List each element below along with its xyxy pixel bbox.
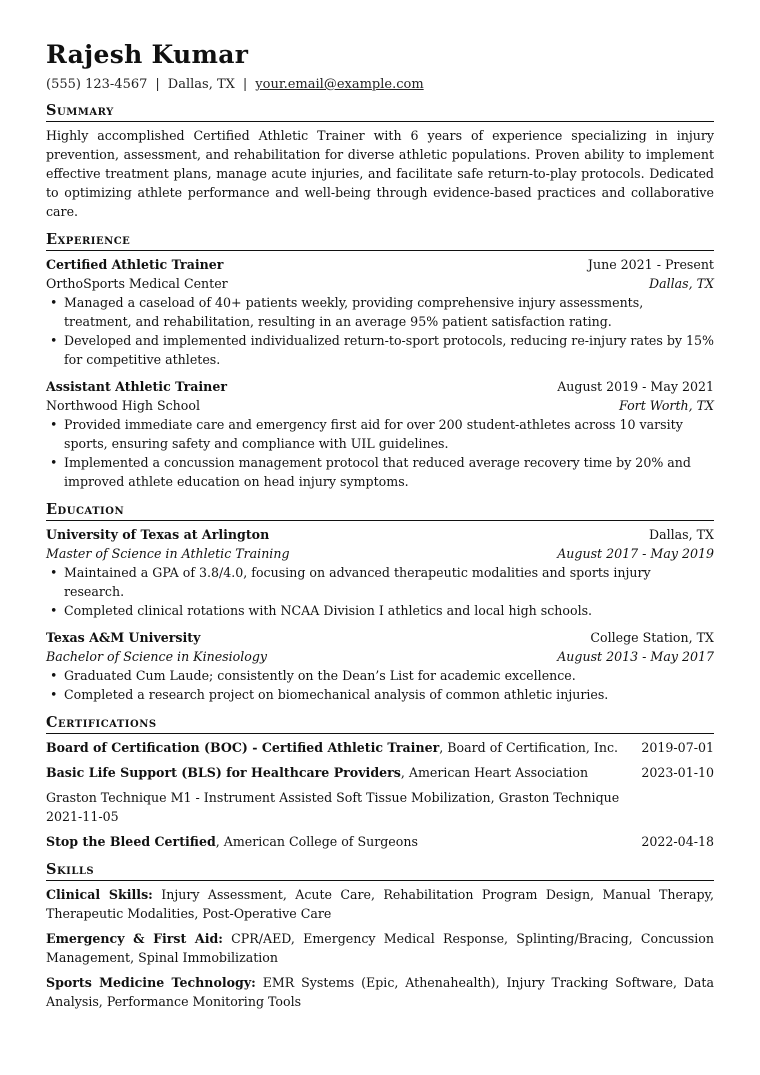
list-item: • Graduated Cum Laude; consistently on the Dean’s List for academic excellence. xyxy=(64,666,714,685)
education-entry xyxy=(46,525,714,620)
school-name: University of Texas at Arlington xyxy=(46,527,270,542)
certification-item xyxy=(46,763,714,782)
certification-issuer: , American College of Surgeons xyxy=(215,834,418,849)
certification-date: 2023-01-10 xyxy=(641,765,714,780)
skill-group-text: Injury Assessment, Acute Care, Rehabilitation Program Design, Manual Therapy, Therapeutic Modalities, Post-Operative Care xyxy=(46,887,714,921)
summary-text: Highly accomplished Certified Athletic Trainer with 6 years of experience specializing in injury prevention, assessment, and rehabilitation for diverse athletic populations. Proven ability to implement effective treatment plans, manage acute injuries, and facilitate safe return-to-play protocols. Dedicated to optimizing athlete performance and well-being through evidence-based practices and collaborative care. xyxy=(46,128,714,219)
list-item: • Managed a caseload of 40+ patients weekly, providing comprehensive injury assessments, treatment, and rehabilitation, resulting in an average 95% patient satisfaction rating. xyxy=(64,293,714,331)
section-title-education: Education xyxy=(46,501,714,521)
job-title: Certified Athletic Trainer xyxy=(46,257,224,272)
job-dates: June 2021 - Present xyxy=(587,257,714,272)
certification-issuer: , American Heart Association xyxy=(400,765,589,780)
certification-name: Basic Life Support (BLS) for Healthcare Providers xyxy=(46,765,401,780)
certification-date: 2022-04-18 xyxy=(641,834,714,849)
certification-item xyxy=(46,788,714,826)
experience-entry xyxy=(46,255,714,369)
resume-page xyxy=(46,40,714,1017)
degree: Bachelor of Science in Kinesiology xyxy=(46,649,268,664)
education-dates: August 2013 - May 2017 xyxy=(557,649,714,664)
job-organization: Northwood High School xyxy=(46,398,200,413)
location: Dallas, TX xyxy=(167,77,235,92)
experience-entry xyxy=(46,377,714,491)
list-item: • Completed clinical rotations with NCAA Division I athletics and local high schools. xyxy=(64,601,714,620)
certification-name: Stop the Bleed Certified xyxy=(46,834,216,849)
job-organization: OrthoSports Medical Center xyxy=(46,276,228,291)
degree: Master of Science in Athletic Training xyxy=(46,546,290,561)
job-title: Assistant Athletic Trainer xyxy=(46,379,227,394)
section-title-experience: Experience xyxy=(46,231,714,251)
contact-separator: | xyxy=(242,77,248,92)
education-bullets xyxy=(46,666,714,704)
certification-item xyxy=(46,832,714,851)
job-location: Dallas, TX xyxy=(648,276,714,291)
certification-name: Board of Certification (BOC) - Certified Athletic Trainer xyxy=(46,740,440,755)
skill-group xyxy=(46,929,714,967)
contact-separator: | xyxy=(155,77,160,92)
list-item: • Developed and implemented individualized return-to-sport protocols, reducing re-injury rates by 15% for competitive athletes. xyxy=(64,331,714,369)
section-title-certifications: Certifications xyxy=(46,714,714,734)
school-location: Dallas, TX xyxy=(648,527,714,542)
email-link[interactable]: your.email@example.com xyxy=(255,77,424,92)
contact-line xyxy=(46,76,714,94)
education-dates: August 2017 - May 2019 xyxy=(557,546,714,561)
education-bullets xyxy=(46,563,714,620)
list-item: • Implemented a concussion management protocol that reduced average recovery time by 20% and improved athlete education on head injury symptoms. xyxy=(64,453,714,491)
list-item: • Provided immediate care and emergency first aid for over 200 student-athletes across 10 varsity sports, ensuring safety and compliance with UIL guidelines. xyxy=(64,415,714,453)
certification-date: 2019-07-01 xyxy=(641,740,714,755)
skill-group-label: Emergency & First Aid: xyxy=(46,931,223,946)
section-title-skills: Skills xyxy=(46,861,714,881)
list-item: • Maintained a GPA of 3.8/4.0, focusing on advanced therapeutic modalities and sports injury research. xyxy=(64,563,714,601)
job-dates: August 2019 - May 2021 xyxy=(557,379,714,394)
certification-issuer: , Graston Technique xyxy=(490,790,620,805)
certification-item xyxy=(46,738,714,757)
skill-group xyxy=(46,885,714,923)
skill-group-label: Sports Medicine Technology: xyxy=(46,975,256,990)
education-entry xyxy=(46,628,714,704)
phone-number: (555) 123-4567 xyxy=(46,77,148,92)
school-location: College Station, TX xyxy=(590,630,714,645)
job-bullets xyxy=(46,415,714,491)
job-bullets xyxy=(46,293,714,369)
job-location: Fort Worth, TX xyxy=(619,398,714,413)
certification-date: 2021-11-05 xyxy=(46,809,119,824)
candidate-name: Rajesh Kumar xyxy=(46,40,249,69)
skill-group-label: Clinical Skills: xyxy=(46,887,153,902)
section-title-summary: Summary xyxy=(46,102,714,122)
skill-group-text: EMR Systems (Epic, Athenahealth), Injury Tracking Software, Data Analysis, Performance Monitoring Tools xyxy=(46,975,714,1009)
list-item: • Completed a research project on biomechanical analysis of common athletic injuries. xyxy=(64,685,714,704)
certification-name: Graston Technique M1 - Instrument Assisted Soft Tissue Mobilization xyxy=(46,790,491,805)
certification-issuer: , Board of Certification, Inc. xyxy=(439,740,619,755)
skill-group xyxy=(46,973,714,1011)
skill-group-text: CPR/AED, Emergency Medical Response, Splinting/Bracing, Concussion Management, Spinal Immobilization xyxy=(46,931,714,965)
school-name: Texas A&M University xyxy=(46,630,201,645)
